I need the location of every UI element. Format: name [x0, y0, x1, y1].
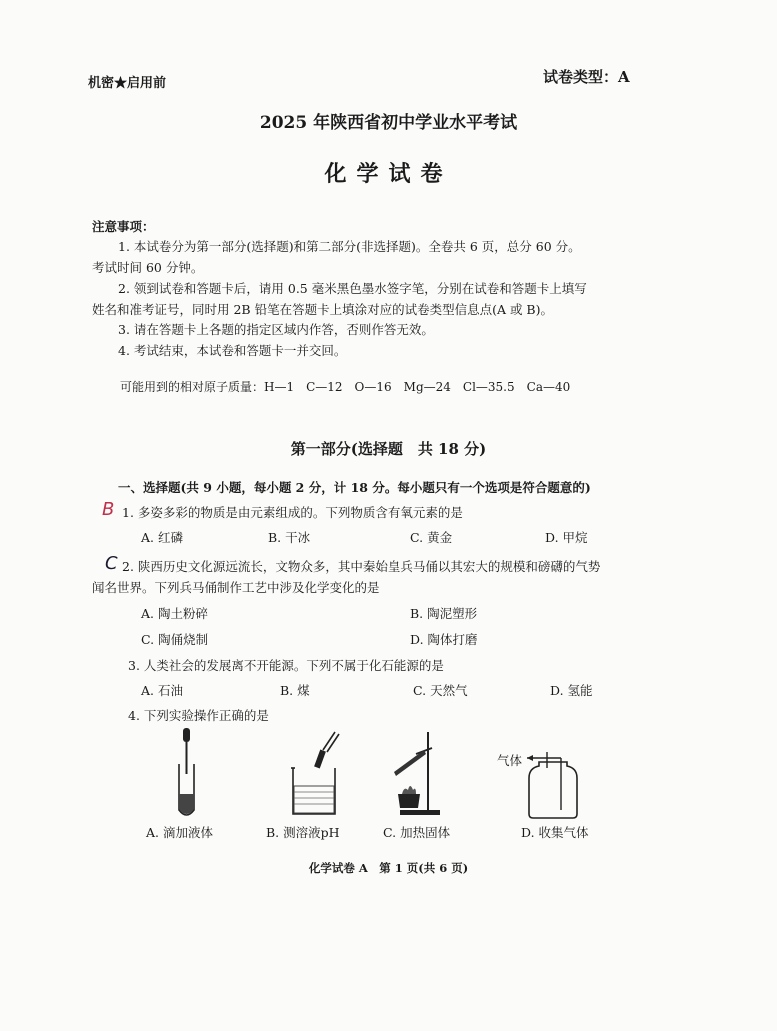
part1-title: 第一部分(选择题 共 18 分) — [290, 440, 487, 458]
note-line-2-cont: 姓名和准考证号，同时用 2B 铅笔在答题卡上填涂对应的试卷类型信息点(A 或 B)。 — [92, 302, 553, 317]
question-2-stem: 2. 陕西历史文化源远流长，文物众多，其中秦始皇兵马俑以其宏大的规模和磅礴的气势 — [122, 559, 601, 574]
q2-option-d: D. 陶体打磨 — [410, 632, 478, 647]
figure-a-caption: A. 滴加液体 — [146, 825, 213, 840]
section-heading: 一、选择题(共 9 小题，每小题 2 分，计 18 分。每小题只有一个选项是符合题意的) — [118, 480, 591, 495]
flame-icon — [402, 786, 416, 794]
tweezers-icon — [323, 732, 339, 752]
atomic-masses: 可能用到的相对原子质量：H—1 C—12 O—16 Mg—24 Cl—35.5 Ca—40 — [120, 380, 571, 394]
gas-label: 气体 — [497, 753, 523, 768]
q2-option-a: A. 陶土粉碎 — [141, 606, 208, 621]
gas-collection-figure — [527, 728, 587, 820]
handwritten-answer-q1: B — [102, 499, 115, 520]
page-footer: 化学试卷 A 第 1 页(共 6 页) — [308, 861, 469, 875]
note-line-4: 4. 考试结束，本试卷和答题卡一并交回。 — [118, 343, 347, 358]
q3-option-a: A. 石油 — [141, 683, 183, 698]
question-2-stem-cont: 闻名世界。下列兵马俑制作工艺中涉及化学变化的是 — [92, 580, 380, 595]
q3-option-c: C. 天然气 — [413, 683, 468, 698]
liquid-icon — [180, 794, 193, 814]
note-line-1: 1. 本试卷分为第一部分(选择题)和第二部分(非选择题)。全卷共 6 页，总分 60 分。 — [118, 239, 581, 254]
heating-solid-figure — [380, 728, 450, 820]
figure-b-caption: B. 测溶液pH — [266, 825, 340, 840]
note-line-2: 2. 领到试卷和答题卡后，请用 0.5 毫米黑色墨水签字笔，分别在试卷和答题卡上填写 — [118, 281, 587, 296]
q1-option-a: A. 红磷 — [141, 530, 183, 545]
q3-option-d: D. 氢能 — [550, 683, 593, 698]
figure-c-caption: C. 加热固体 — [383, 825, 451, 840]
confidential-label: 机密★启用前 — [88, 76, 167, 91]
test-tube-icon — [394, 750, 426, 776]
exam-title: 2025 年陕西省初中学业水平考试 — [259, 113, 518, 133]
handwritten-answer-q2: C — [105, 553, 118, 574]
beaker-icon — [293, 768, 335, 814]
solution-icon — [294, 786, 334, 813]
ph-test-figure — [283, 728, 353, 820]
q1-option-b: B. 干冰 — [268, 530, 311, 545]
note-line-3: 3. 请在答题卡上各题的指定区域内作答，否则作答无效。 — [118, 322, 434, 337]
gas-bottle-icon — [529, 762, 577, 818]
dropper-bulb-icon — [183, 728, 190, 742]
q2-option-b: B. 陶泥塑形 — [410, 606, 478, 621]
figure-d-caption: D. 收集气体 — [521, 825, 589, 840]
q1-option-c: C. 黄金 — [410, 530, 453, 545]
q1-option-d: D. 甲烷 — [545, 530, 588, 545]
notes-heading: 注意事项： — [92, 219, 155, 234]
dropping-liquid-figure — [160, 728, 220, 820]
question-4-stem: 4. 下列实验操作正确的是 — [128, 708, 269, 723]
q3-option-b: B. 煤 — [280, 683, 310, 698]
q2-option-c: C. 陶俑烧制 — [141, 632, 209, 647]
note-line-1-cont: 考试时间 60 分钟。 — [92, 260, 204, 275]
paper-type-label: 试卷类型：A — [543, 68, 630, 86]
alcohol-lamp-icon — [398, 794, 420, 808]
question-1-stem: 1. 多姿多彩的物质是由元素组成的。下列物质含有氧元素的是 — [122, 505, 463, 520]
question-3-stem: 3. 人类社会的发展离不开能源。下列不属于化石能源的是 — [128, 658, 444, 673]
ph-paper-icon — [314, 750, 326, 769]
subject-title: 化学试卷 — [324, 161, 453, 187]
